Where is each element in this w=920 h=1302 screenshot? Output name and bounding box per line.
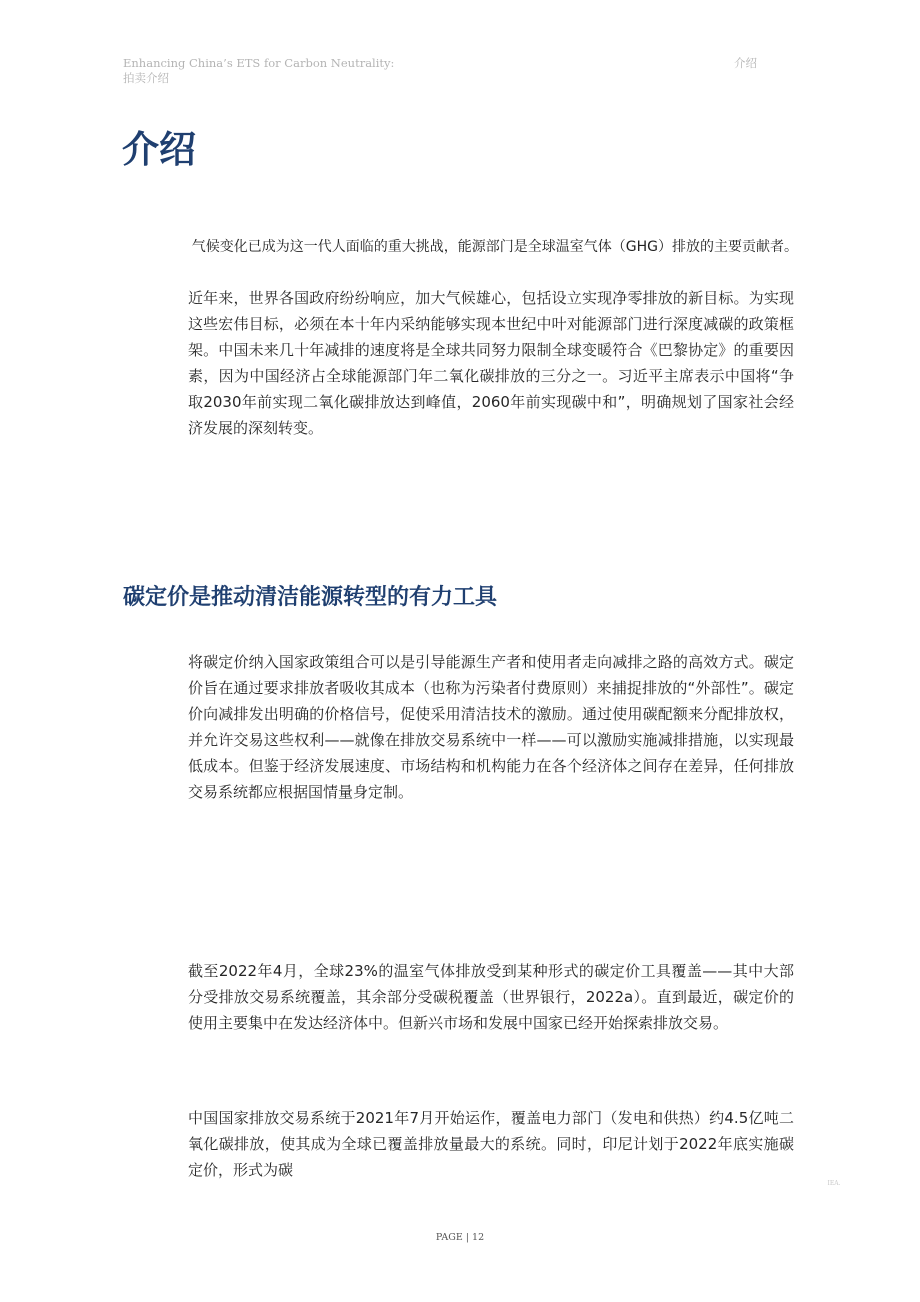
page-footer: PAGE | 12 (435, 1232, 485, 1243)
body-paragraph-2: 将碳定价纳入国家政策组合可以是引导能源生产者和使用者走向减排之路的高效方式。碳定价旨在通过要求排放者吸收其成本（也称为污染者付费原则）来捕捉排放的“外部性”。碳定价向减排发出明确的价格信号，促使采用清洁技术的激励。通过使用碳配额来分配排放权，并允许交易这些权利——就像在排放交易系统中一样——可以激励实施减排措施，以实现最低成本。但鉴于经济发展速度、市场结构和机构能力在各个经济体之间存在差异，任何排放交易系统都应根据国情量身定制。 (188, 653, 794, 801)
pull-quote: 气候变化已成为这一代人面临的重大挑战，能源部门是全球温室气体（GHG）排放的主要贡献者。 (191, 239, 798, 255)
body-paragraph-3: 截至2022年4月，全球23%的温室气体排放受到某种形式的碳定价工具覆盖——其中大部分受排放交易系统覆盖，其余部分受碳税覆盖（世界银行，2022a）。直到最近，碳定价的使用主要集中在发达经济体中。但新兴市场和发展中国家已经开始探索排放交易。 (188, 962, 794, 1032)
chapter-title: 介绍 (122, 128, 196, 171)
side-watermark: IEA. (827, 1180, 841, 1187)
running-header-title: Enhancing China’s ETS for Carbon Neutrality: (123, 56, 395, 70)
body-paragraph-1: 近年来，世界各国政府纷纷响应，加大气候雄心，包括设立实现净零排放的新目标。为实现这些宏伟目标，必须在本十年内采纳能够实现本世纪中叶对能源部门进行深度减碳的政策框架。中国未来几十年减排的速度将是全球共同努力限制全球变暖符合《巴黎协定》的重要因素，因为中国经济占全球能源部门年二氧化碳排放的三分之一。习近平主席表示中国将“争取2030年前实现二氧化碳排放达到峰值，2060年前实现碳中和”，明确规划了国家社会经济发展的深刻转变。 (188, 289, 794, 437)
running-header-section: 介绍 (734, 56, 757, 70)
running-header (123, 56, 394, 86)
section-heading: 碳定价是推动清洁能源转型的有力工具 (123, 585, 498, 610)
running-header-subtitle: 拍卖介绍 (123, 71, 169, 85)
body-paragraph-4: 中国国家排放交易系统于2021年7月开始运作，覆盖电力部门（发电和供热）约4.5亿吨二氧化碳排放，使其成为全球已覆盖排放量最大的系统。同时，印尼计划于2022年底实施碳定价，形式为碳 (188, 1109, 794, 1179)
